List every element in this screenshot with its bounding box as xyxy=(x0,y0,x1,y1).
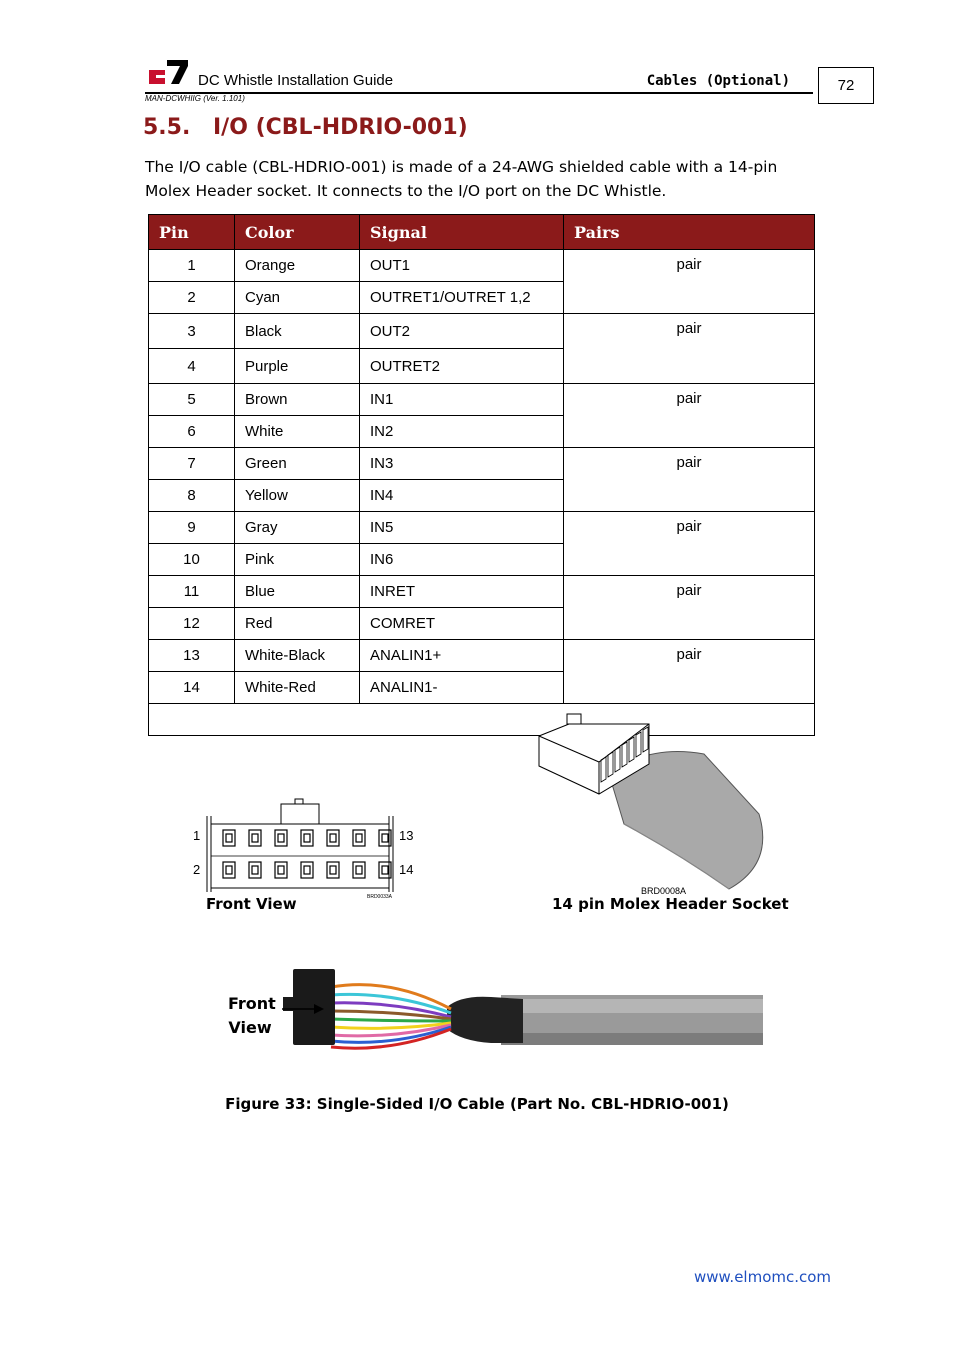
signal-cell: IN5 xyxy=(360,512,564,544)
pin-cell: 7 xyxy=(149,448,235,480)
table-header-row xyxy=(149,215,815,250)
section-title: I/O (CBL-HDRIO-001) xyxy=(213,115,468,140)
pin-cell: 10 xyxy=(149,544,235,576)
pin-cell: 12 xyxy=(149,608,235,640)
pin-socket xyxy=(301,830,313,846)
header-signal: Signal xyxy=(360,215,564,250)
photo-front-view-label xyxy=(228,992,276,1040)
doc-version: MAN-DCWHIIG (Ver. 1.101) xyxy=(145,94,245,103)
section-name: Cables (Optional) xyxy=(646,73,790,89)
color-cell: Cyan xyxy=(235,282,360,314)
pin-contact xyxy=(382,866,388,874)
color-cell: White xyxy=(235,416,360,448)
pin-cell: 9 xyxy=(149,512,235,544)
figure-row xyxy=(149,704,815,736)
header-color: Color xyxy=(235,215,360,250)
header-pin: Pin xyxy=(149,215,235,250)
pin-contact xyxy=(382,834,388,842)
header-rule xyxy=(145,92,813,94)
pair-cell: pair xyxy=(564,576,815,640)
pin-contact xyxy=(356,866,362,874)
pin-socket xyxy=(301,862,313,878)
pinout-table xyxy=(148,214,815,913)
signal-cell: IN6 xyxy=(360,544,564,576)
pair-cell: pair xyxy=(564,640,815,704)
pair-cell: pair xyxy=(564,512,815,576)
elmo-logo xyxy=(147,58,189,86)
signal-cell: COMRET xyxy=(360,608,564,640)
signal-cell: IN4 xyxy=(360,480,564,512)
color-cell: Gray xyxy=(235,512,360,544)
pin-socket xyxy=(275,830,287,846)
signal-cell: OUT1 xyxy=(360,250,564,282)
pin-cell: 8 xyxy=(149,480,235,512)
color-cell: White-Red xyxy=(235,672,360,704)
pin-contact xyxy=(356,834,362,842)
table-row xyxy=(149,314,815,349)
pin-contact xyxy=(278,866,284,874)
pin-socket xyxy=(353,862,365,878)
pin-socket xyxy=(223,862,235,878)
color-cell: Brown xyxy=(235,384,360,416)
pin-cell: 2 xyxy=(149,282,235,314)
pin-contact xyxy=(226,866,232,874)
pin-socket xyxy=(353,830,365,846)
figure-caption: Figure 33: Single-Sided I/O Cable (Part No. CBL-HDRIO-001) xyxy=(225,1095,729,1113)
footer-website-link[interactable]: www.elmomc.com xyxy=(694,1268,832,1286)
color-cell: Pink xyxy=(235,544,360,576)
pair-cell: pair xyxy=(564,448,815,512)
signal-cell: INRET xyxy=(360,576,564,608)
pin-socket xyxy=(275,862,287,878)
pin-socket xyxy=(327,862,339,878)
socket-code: BRD0008A xyxy=(641,886,687,896)
socket-label: 14 pin Molex Header Socket xyxy=(552,895,789,913)
color-cell: Black xyxy=(235,314,360,349)
table-row xyxy=(149,576,815,608)
pin-cell: 1 xyxy=(149,250,235,282)
pin-socket xyxy=(249,862,261,878)
pin-socket xyxy=(249,830,261,846)
pin-contact xyxy=(330,866,336,874)
pair-cell: pair xyxy=(564,384,815,448)
front-view-diagram xyxy=(189,794,414,904)
section-number: 5.5. xyxy=(143,115,191,140)
pin-cell: 14 xyxy=(149,672,235,704)
table-row xyxy=(149,384,815,416)
table-row xyxy=(149,640,815,672)
front-view-pin-label: 14 xyxy=(399,862,414,877)
pin-cell: 4 xyxy=(149,349,235,384)
pin-contact xyxy=(330,834,336,842)
doc-title: DC Whistle Installation Guide xyxy=(198,72,394,89)
front-view-pin-label: 1 xyxy=(193,828,201,843)
pin-contact xyxy=(304,834,310,842)
page-number: 72 xyxy=(818,67,874,104)
front-view-code: BRD0033A xyxy=(367,894,393,900)
table-row xyxy=(149,512,815,544)
photo-label-line1: Front xyxy=(228,994,276,1013)
pin-cell: 5 xyxy=(149,384,235,416)
pin-cell: 13 xyxy=(149,640,235,672)
pin-cell: 11 xyxy=(149,576,235,608)
color-cell: White-Black xyxy=(235,640,360,672)
signal-cell: OUT2 xyxy=(360,314,564,349)
front-view-pin-label: 13 xyxy=(399,828,414,843)
color-cell: Orange xyxy=(235,250,360,282)
front-view-label: Front View xyxy=(206,895,297,913)
signal-cell: ANALIN1+ xyxy=(360,640,564,672)
color-cell: Yellow xyxy=(235,480,360,512)
signal-cell: ANALIN1- xyxy=(360,672,564,704)
pair-cell: pair xyxy=(564,250,815,314)
color-cell: Red xyxy=(235,608,360,640)
signal-cell: IN2 xyxy=(360,416,564,448)
color-cell: Blue xyxy=(235,576,360,608)
pin-contact xyxy=(226,834,232,842)
photo-label-line2: View xyxy=(228,1018,272,1037)
pin-socket xyxy=(223,830,235,846)
pin-contact xyxy=(278,834,284,842)
molex-socket-drawing xyxy=(529,704,769,894)
pin-contact xyxy=(304,866,310,874)
pin-cell: 6 xyxy=(149,416,235,448)
pin-socket xyxy=(327,830,339,846)
color-cell: Green xyxy=(235,448,360,480)
intro-paragraph: The I/O cable (CBL-HDRIO-001) is made of a 24-AWG shielded cable with a 14-pin Molex Header socket. It connects to the I/O port on the DC Whistle. xyxy=(145,158,778,200)
pair-cell: pair xyxy=(564,314,815,384)
color-cell: Purple xyxy=(235,349,360,384)
table-row xyxy=(149,250,815,282)
arrow-icon xyxy=(282,1002,326,1016)
signal-cell: IN3 xyxy=(360,448,564,480)
signal-cell: OUTRET1/OUTRET 1,2 xyxy=(360,282,564,314)
header-pairs: Pairs xyxy=(564,215,815,250)
signal-cell: OUTRET2 xyxy=(360,349,564,384)
table-row xyxy=(149,448,815,480)
pin-contact xyxy=(252,834,258,842)
connector-figure-cell xyxy=(149,704,815,913)
section-heading xyxy=(143,115,468,140)
front-view-pin-label: 2 xyxy=(193,862,201,877)
cable-photo xyxy=(261,947,763,1085)
pin-cell: 3 xyxy=(149,314,235,349)
pin-contact xyxy=(252,866,258,874)
signal-cell: IN1 xyxy=(360,384,564,416)
